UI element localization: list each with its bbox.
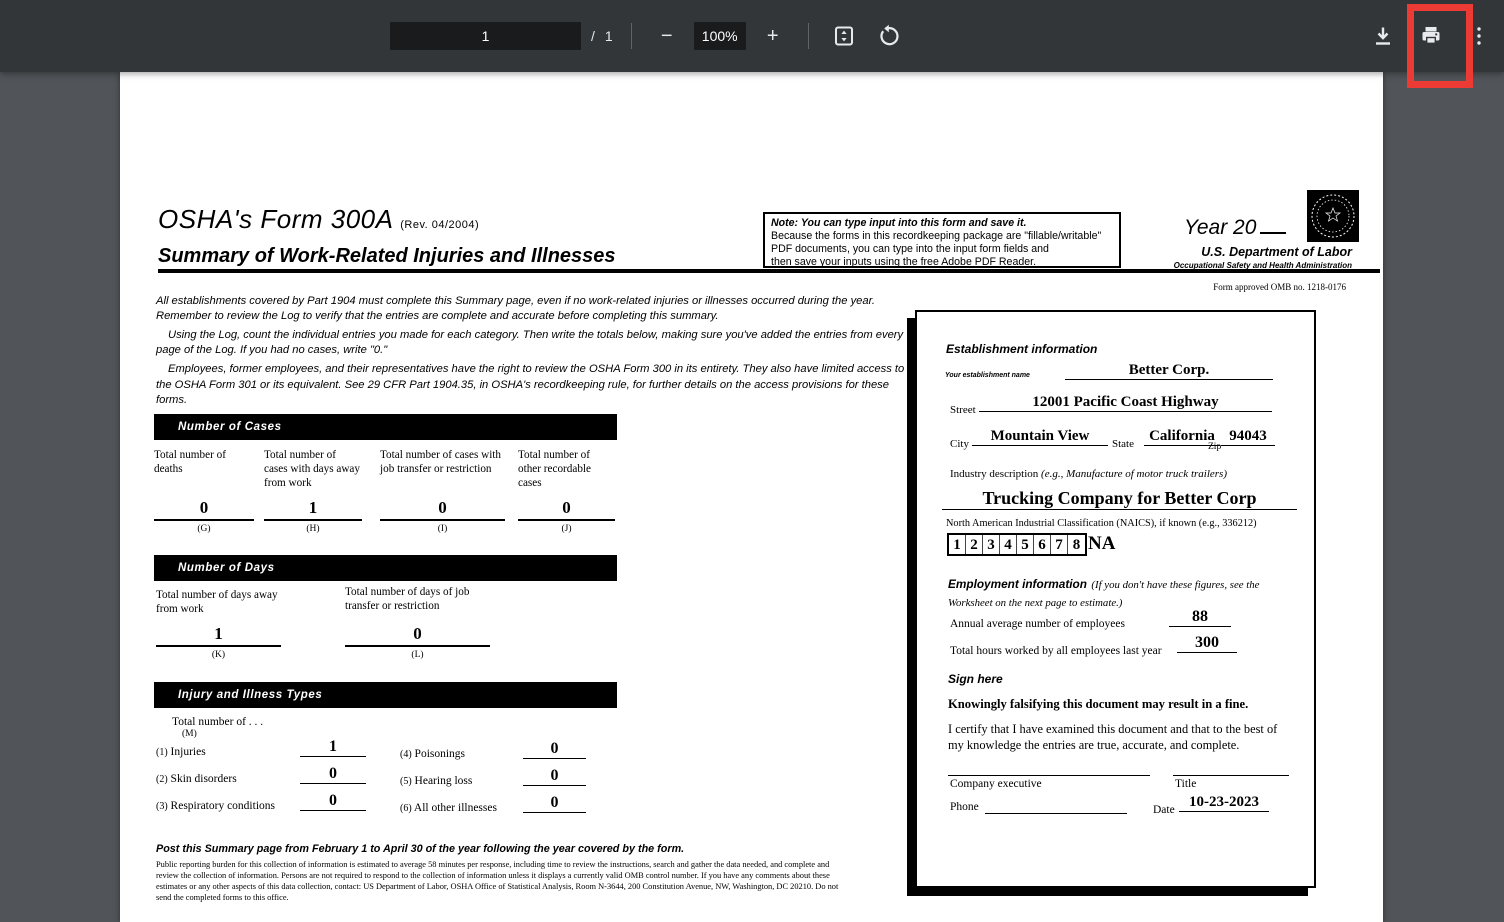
naics-digit: 8 xyxy=(1072,537,1081,553)
print-icon xyxy=(1419,24,1443,48)
employment-header-text: Employment information xyxy=(948,577,1087,591)
note-box xyxy=(763,212,1121,268)
naics-label: North American Industrial Classification (NAICS), if known (e.g., 336212) xyxy=(946,518,1257,529)
item-number: (1) xyxy=(156,747,168,758)
employment-note: (If you don't have these figures, see the Worksheet on the next page to estimate.) xyxy=(948,579,1260,609)
phone-line[interactable] xyxy=(985,776,1127,814)
city-input[interactable]: Mountain View xyxy=(972,428,1108,446)
field-code: (H) xyxy=(306,524,320,534)
item-label: Injuries xyxy=(170,746,206,758)
section-header-number-of-days: Number of Days xyxy=(154,555,617,581)
field-label: Total number of cases with job transfer or restriction xyxy=(380,449,502,475)
establishment-info-box xyxy=(915,310,1316,888)
field-label: Total number of deaths xyxy=(154,449,226,475)
omb-approval: Form approved OMB no. 1218-0176 xyxy=(1213,282,1346,292)
page-total: 1 xyxy=(604,28,613,44)
item-label: All other illnesses xyxy=(413,802,497,814)
establishment-name-input[interactable]: Better Corp. xyxy=(1065,362,1273,380)
fit-to-page-icon xyxy=(832,24,856,48)
form-revision: (Rev. 04/2004) xyxy=(400,219,480,231)
field-code: (G) xyxy=(197,524,211,534)
injury-row-2 xyxy=(156,765,406,785)
hearing-loss-input[interactable]: 0 xyxy=(523,767,586,786)
intro-p1: All establishments covered by Part 1904 must complete this Summary page, even if no work-related injuries or illnesses occurred during the year. Remember to review the Log to verify that the entries are complete and accurate before completing this summary. xyxy=(156,295,876,323)
naics-grid xyxy=(947,533,1087,556)
hours-label: Total hours worked by all employees last year xyxy=(950,645,1162,657)
year-field[interactable] xyxy=(1184,216,1286,240)
field-code: (I) xyxy=(437,524,448,534)
download-button[interactable] xyxy=(1366,19,1400,53)
industry-label xyxy=(950,468,1227,480)
state-label: State xyxy=(1112,438,1134,450)
section-header-number-of-cases: Number of Cases xyxy=(154,414,617,440)
days-field-transfer xyxy=(345,585,490,660)
note-line3: PDF documents, you can type into the input form fields and xyxy=(771,242,1049,255)
note-line2: Because the forms in this recordkeeping package are "fillable/writable" xyxy=(771,229,1102,242)
naics-digit: 3 xyxy=(983,535,1000,554)
state-input[interactable]: California xyxy=(1144,428,1220,446)
industry-example: (e.g., Manufacture of motor truck trailers) xyxy=(1041,468,1227,480)
date-label: Date xyxy=(1153,804,1175,816)
hours-input[interactable]: 300 xyxy=(1177,634,1237,653)
injury-row-6 xyxy=(400,794,650,814)
form-title-text: OSHA's Form 300A xyxy=(158,204,393,234)
form-subtitle: Summary of Work-Related Injuries and Illnesses xyxy=(158,245,616,267)
industry-input[interactable]: Trucking Company for Better Corp xyxy=(942,488,1297,510)
case-field-other xyxy=(518,448,615,534)
item-number: (2) xyxy=(156,774,168,785)
dept-of-labor: U.S. Department of Labor xyxy=(1201,245,1352,259)
phone-label: Phone xyxy=(950,801,979,813)
certify-statement: I certify that I have examined this document and that to the best of my knowledge the entries are true, accurate, and complete. xyxy=(948,722,1278,752)
naics-digit: 4 xyxy=(1000,535,1017,554)
injuries-input[interactable]: 1 xyxy=(300,738,366,757)
naics-digit: 7 xyxy=(1051,535,1068,554)
naics-digit: 5 xyxy=(1017,535,1034,554)
vertical-dots-icon xyxy=(1467,24,1491,48)
intro-paragraphs xyxy=(156,294,918,408)
title-label: Title xyxy=(1175,778,1197,790)
item-number: (3) xyxy=(156,801,168,812)
page-number-input[interactable] xyxy=(390,22,581,50)
download-icon xyxy=(1371,24,1395,48)
pdf-toolbar xyxy=(0,0,1504,72)
other-cases-input[interactable]: 0 xyxy=(518,498,615,521)
rotate-button[interactable] xyxy=(871,19,905,53)
year-label: Year 20 xyxy=(1184,216,1257,239)
days-away-cases-input[interactable]: 1 xyxy=(264,498,362,521)
case-field-deaths xyxy=(154,448,254,534)
naics-digit: 1 xyxy=(949,535,966,554)
item-number: (5) xyxy=(400,776,412,787)
other-illnesses-input[interactable]: 0 xyxy=(523,794,586,813)
note-line1: Note: You can type input into this form and save it. xyxy=(771,217,1027,229)
field-label: Total number of days away from work xyxy=(156,589,278,615)
field-code: (J) xyxy=(561,524,572,534)
item-label: Skin disorders xyxy=(170,773,237,785)
employees-input[interactable]: 88 xyxy=(1169,608,1231,627)
injury-row-5 xyxy=(400,767,650,787)
print-button[interactable] xyxy=(1414,19,1448,53)
establishment-header: Establishment information xyxy=(946,342,1098,356)
naics-field[interactable] xyxy=(947,533,1115,556)
transfer-cases-input[interactable]: 0 xyxy=(380,498,505,521)
field-label: Total number of other recordable cases xyxy=(518,449,591,489)
osha-administration: Occupational Safety and Health Administration xyxy=(1173,261,1352,270)
page-separator: / xyxy=(591,28,595,44)
rotate-counterclockwise-icon xyxy=(876,24,900,48)
naics-suffix: NA xyxy=(1088,533,1116,554)
poisonings-input[interactable]: 0 xyxy=(523,740,586,759)
field-label: Total number of days of job transfer or restriction xyxy=(345,586,470,612)
fit-to-page-button[interactable] xyxy=(827,19,861,53)
injury-row-3 xyxy=(156,792,406,812)
zoom-in-button[interactable]: + xyxy=(756,19,790,53)
post-instruction: Post this Summary page from February 1 to April 30 of the year following the year covered by the form. xyxy=(156,843,685,855)
injury-total-label: Total number of . . . xyxy=(172,716,264,728)
respiratory-input[interactable]: 0 xyxy=(300,792,366,811)
item-number: (6) xyxy=(400,803,412,814)
deaths-input[interactable]: 0 xyxy=(154,498,254,521)
zoom-level-value[interactable]: 100% xyxy=(694,22,746,50)
intro-p2: Using the Log, count the individual entries you made for each category. Then write the totals below, making sure you've added the entries from every page of the Log. If you had no cases, write "0." xyxy=(156,329,904,357)
dol-logo xyxy=(1307,190,1359,242)
toolbar-divider xyxy=(808,23,809,49)
title-line[interactable] xyxy=(1173,775,1289,776)
pdf-page xyxy=(120,72,1383,922)
case-field-transfer xyxy=(380,448,505,534)
employment-header xyxy=(948,575,1288,611)
industry-label-text: Industry description xyxy=(950,468,1039,480)
year-blank-line xyxy=(1260,216,1286,234)
injury-row-4 xyxy=(400,740,650,760)
item-number: (4) xyxy=(400,749,412,760)
skin-disorders-input[interactable]: 0 xyxy=(300,765,366,784)
days-transfer-input[interactable]: 0 xyxy=(345,624,490,647)
item-label: Poisonings xyxy=(414,748,466,760)
case-field-days-away xyxy=(264,448,362,534)
injury-m-code: (M) xyxy=(182,729,197,739)
form-title xyxy=(158,204,479,235)
naics-digit: 6 xyxy=(1034,535,1051,554)
toolbar-right-controls xyxy=(1366,0,1496,72)
street-input[interactable]: 12001 Pacific Coast Highway xyxy=(979,394,1272,412)
falsifying-warning: Knowingly falsifying this document may result in a fine. xyxy=(948,697,1249,711)
street-label: Street xyxy=(950,404,976,416)
section-header-injury-types: Injury and Illness Types xyxy=(154,682,617,708)
zoom-out-button[interactable]: − xyxy=(650,19,684,53)
toolbar-divider xyxy=(631,23,632,49)
injury-row-1 xyxy=(156,738,406,758)
toolbar-center-controls xyxy=(390,0,905,72)
item-label: Respiratory conditions xyxy=(170,800,275,812)
zip-input[interactable]: 94043 xyxy=(1221,428,1275,446)
field-code: (L) xyxy=(411,650,424,660)
field-label: Total number of cases with days away from work xyxy=(264,449,360,489)
note-line4: then save your inputs using the free Adobe PDF Reader. xyxy=(771,255,1037,268)
paperwork-burden-text: Public reporting burden for this collection of information is estimated to average 58 minutes per response, including time to review the instructions, search and gather the data needed, and complete and review the collection of information. Persons are not required to respond to the collection of information unless it displays a currently valid OMB control number. If you have any comments about these estimates or any other aspects of this data collection, contact: US Department of Labor, OSHA Office of Statistical Analysis, Room N-3644, 200 Constitution Avenue, NW, Washington, DC 20210. Do not send the completed forms to this office. xyxy=(156,860,839,902)
date-input[interactable]: 10-23-2023 xyxy=(1179,794,1269,812)
intro-p3: Employees, former employees, and their representatives have the right to review the OSHA Form 300 in its entirety. They also have limited access to the OSHA Form 301 or its equivalent. See 29 CFR Part 1904.35, in OSHA's recordkeeping rule, for further details on the access provisions for these forms. xyxy=(156,363,905,406)
establishment-name-label: Your establishment name xyxy=(945,372,1030,379)
field-code: (K) xyxy=(211,650,226,660)
sign-here-header: Sign here xyxy=(948,672,1003,686)
company-executive-label: Company executive xyxy=(950,778,1042,790)
naics-digit: 2 xyxy=(966,535,983,554)
employees-label: Annual average number of employees xyxy=(950,618,1125,630)
item-label: Hearing loss xyxy=(414,775,473,787)
days-field-away xyxy=(156,588,281,660)
zip-label: Zip xyxy=(1208,442,1222,452)
city-label: City xyxy=(950,438,969,450)
days-away-input[interactable]: 1 xyxy=(156,624,281,647)
more-options-button[interactable] xyxy=(1462,19,1496,53)
